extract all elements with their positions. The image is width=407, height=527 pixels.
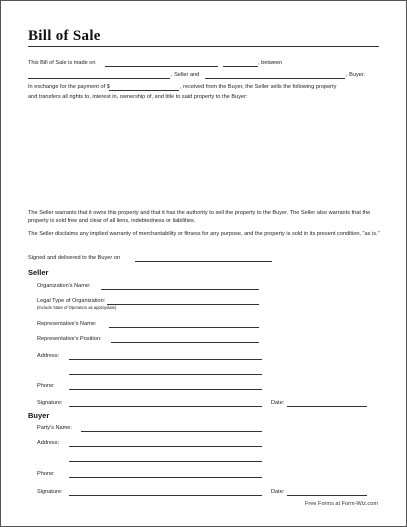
delivery-date-field[interactable] <box>135 261 272 262</box>
buyer-name-field[interactable] <box>205 78 345 79</box>
seller-date-label: Date: <box>271 400 285 406</box>
opening-between: , between <box>258 60 283 66</box>
buyer-address-line1[interactable] <box>69 446 262 447</box>
buyer-date-label: Date: <box>271 489 285 495</box>
seller-org-type-label: Legal Type of Organization: <box>37 298 106 304</box>
signed-delivered-text: Signed and delivered to the Buyer on <box>28 255 121 261</box>
seller-address-label: Address: <box>37 353 60 359</box>
buyer-signature-label: Signature: <box>37 489 63 495</box>
year-field[interactable] <box>223 66 258 67</box>
seller-org-type-note: (Include State of Operation as appropriate) <box>37 305 117 310</box>
date-field[interactable] <box>105 66 218 67</box>
seller-org-type-field[interactable] <box>107 304 259 305</box>
opening-buyer: , Buyer. <box>346 72 365 78</box>
seller-signature-field[interactable] <box>69 406 262 407</box>
seller-address-line2[interactable] <box>69 374 262 375</box>
seller-signature-label: Signature: <box>37 400 63 406</box>
seller-phone-label: Phone: <box>37 383 55 389</box>
opening-seller-and: , Seller and <box>171 72 200 78</box>
seller-rep-name-label: Representative's Name: <box>37 321 97 327</box>
disclaimer-paragraph: The Seller disclaims any implied warranty of merchantability or fitness for any purpose, and the property is sold in its present condition, "as is." <box>28 231 380 237</box>
buyer-phone-label: Phone: <box>37 471 55 477</box>
exchange-text: In exchange for the payment of $ <box>28 84 110 90</box>
seller-heading: Seller <box>28 268 49 277</box>
buyer-signature-field[interactable] <box>69 495 262 496</box>
buyer-heading: Buyer <box>28 411 50 420</box>
seller-address-line1[interactable] <box>69 359 262 360</box>
seller-phone-field[interactable] <box>69 389 262 390</box>
document-title: Bill of Sale <box>28 28 101 44</box>
property-description-area[interactable] <box>28 104 383 204</box>
opening-prefix: This Bill of Sale is made on <box>28 60 96 66</box>
buyer-phone-field[interactable] <box>69 477 262 478</box>
seller-name-field[interactable] <box>28 78 170 79</box>
buyer-address-label: Address: <box>37 440 60 446</box>
buyer-party-name-field[interactable] <box>81 431 262 432</box>
seller-rep-title-label: Representative's Position: <box>37 336 102 342</box>
exchange-line2: and transfers all rights to, interest in, ownership of, and title to said property to the Buyer: <box>28 94 248 100</box>
seller-org-name-label: Organization's Name: <box>37 283 91 289</box>
warranty-paragraph: The Seller warrants that it owns this property and that it has the authority to sell the property to the Buyer. The Seller also warrants that the property is sold free and clear of all liens, indebtedness or liabilities. <box>28 210 371 224</box>
title-rule <box>28 46 379 47</box>
seller-rep-title-field[interactable] <box>111 342 259 343</box>
footer-credit: Free Forms at Form-Wiz.com <box>304 501 378 507</box>
buyer-date-field[interactable] <box>287 495 367 496</box>
seller-org-name-field[interactable] <box>101 289 259 290</box>
payment-amount-field[interactable] <box>109 90 179 91</box>
seller-rep-name-field[interactable] <box>109 327 259 328</box>
exchange-continued: , received from the Buyer, the Seller sells the following property <box>180 84 337 90</box>
buyer-party-name-label: Party's Name: <box>37 425 72 431</box>
buyer-address-line2[interactable] <box>69 461 262 462</box>
seller-date-field[interactable] <box>287 406 367 407</box>
